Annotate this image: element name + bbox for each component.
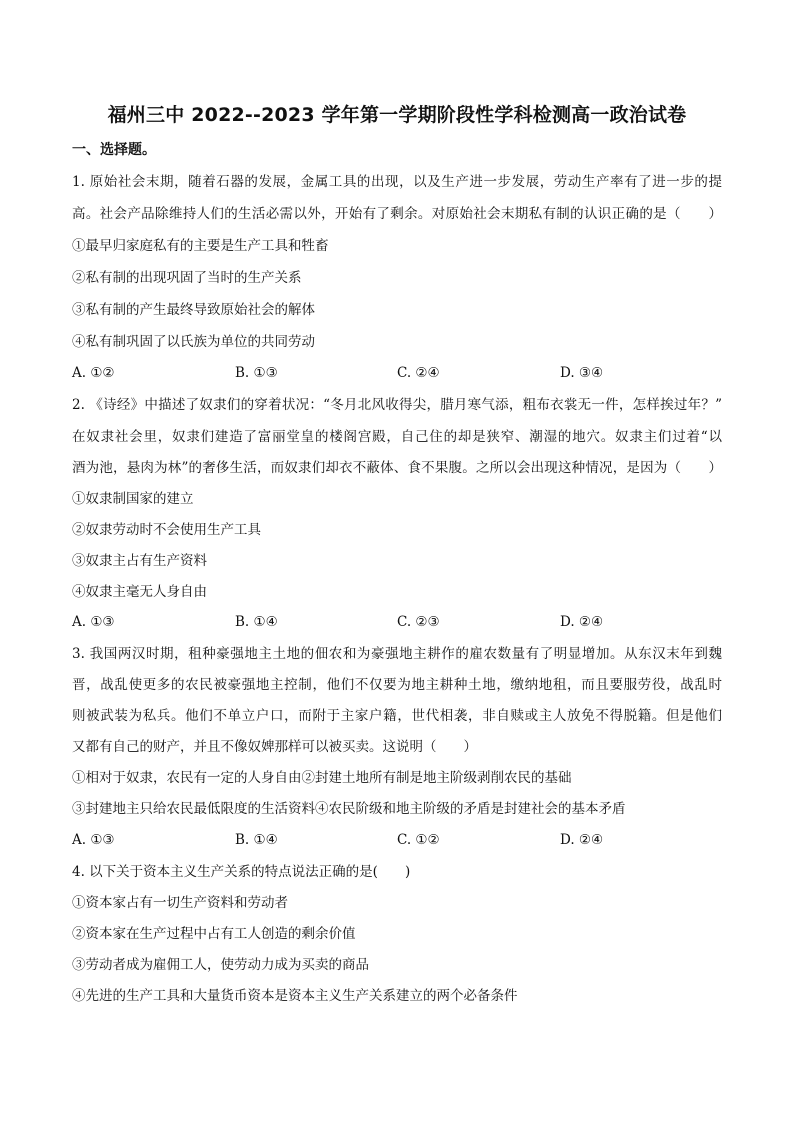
question-1-stem-line: 1. 原始社会末期，随着石器的发展，金属工具的出现，以及生产进一步发展，劳动生产率有了进一步的提 — [72, 174, 722, 190]
question-2-statement: ③奴隶主占有生产资料 — [72, 553, 207, 569]
question-4-statement: ④先进的生产工具和大量货币资本是资本主义生产关系建立的两个必备条件 — [72, 988, 518, 1004]
question-4-stem-line: 4. 以下关于资本主义生产关系的特点说法正确的是( ) — [72, 864, 411, 880]
option-b: B. ①③ — [235, 365, 278, 381]
option-a: A. ①② — [72, 365, 115, 381]
option-d: D. ③④ — [560, 365, 604, 381]
question-3-stem-line: 晋，战乱使更多的农民被豪强地主控制，他们不仅要为地主耕种土地，缴纳地租，而且要服劳役，战乱时 — [72, 677, 722, 693]
question-3-statement: ③封建地主只给农民最低限度的生活资料④农民阶级和地主阶级的矛盾是封建社会的基本矛盾 — [72, 801, 626, 817]
question-1-statement: ④私有制巩固了以氏族为单位的共同劳动 — [72, 334, 315, 350]
option-b: B. ①④ — [235, 832, 278, 848]
section-heading: 一、选择题。 — [72, 142, 156, 158]
question-3-stem-line: 又都有自己的财产，并且不像奴婢那样可以被买卖。这说明（ ） — [72, 739, 477, 755]
option-c: C. ①② — [397, 832, 440, 848]
question-1-options — [72, 364, 722, 382]
option-a: A. ①③ — [72, 614, 115, 630]
question-3-options — [72, 831, 722, 849]
question-2-stem-line: 酒为池，悬肉为林”的奢侈生活，而奴隶们却衣不蔽体、食不果腹。之所以会出现这种情况，是因为（ ） — [72, 460, 722, 476]
question-1-statement: ①最早归家庭私有的主要是生产工具和牲畜 — [72, 238, 329, 254]
question-2-options — [72, 613, 722, 631]
question-4-statement: ③劳动者成为雇佣工人，使劳动力成为买卖的商品 — [72, 957, 369, 973]
question-1-statement: ③私有制的产生最终导致原始社会的解体 — [72, 302, 315, 318]
question-2-statement: ①奴隶制国家的建立 — [72, 491, 194, 507]
question-2-statement: ②奴隶劳动时不会使用生产工具 — [72, 522, 261, 538]
option-d: D. ②④ — [560, 614, 604, 630]
option-c: C. ②③ — [397, 614, 440, 630]
option-c: C. ②④ — [397, 365, 440, 381]
option-b: B. ①④ — [235, 614, 278, 630]
option-d: D. ②④ — [560, 832, 604, 848]
question-1-statement: ②私有制的出现巩固了当时的生产关系 — [72, 270, 302, 286]
question-3-statement: ①相对于奴隶，农民有一定的人身自由②封建土地所有制是地主阶级剥削农民的基础 — [72, 770, 572, 786]
question-2-stem-line: 在奴隶社会里，奴隶们建造了富丽堂皇的楼阁宫殿，自己住的却是狭窄、潮湿的地穴。奴隶主们过着“以 — [72, 429, 722, 445]
question-2-statement: ④奴隶主毫无人身自由 — [72, 584, 207, 600]
question-3-stem-line: 则被武装为私兵。他们不单立户口，而附于主家户籍，世代相袭，非自赎或主人放免不得脱籍。但是他们 — [72, 708, 722, 724]
question-1-stem-line: 高。社会产品除维持人们的生活必需以外，开始有了剩余。对原始社会末期私有制的认识正确的是（ ） — [72, 206, 722, 222]
question-4-statement: ②资本家在生产过程中占有工人创造的剩余价值 — [72, 926, 356, 942]
page-title: 福州三中 2022--2023 学年第一学期阶段性学科检测高一政治试卷 — [107, 104, 687, 126]
question-4-statement: ①资本家占有一切生产资料和劳动者 — [72, 895, 288, 911]
question-3-stem-line: 3. 我国两汉时期，租种豪强地主土地的佃农和为豪强地主耕作的雇农数量有了明显增加。从东汉末年到魏 — [72, 646, 722, 662]
question-2-stem-line: 2. 《诗经》中描述了奴隶们的穿着状况：“冬月北风收得尖，腊月寒气添，粗布衣裳无一件，怎样挨过年？” — [72, 397, 722, 413]
option-a: A. ①③ — [72, 832, 115, 848]
